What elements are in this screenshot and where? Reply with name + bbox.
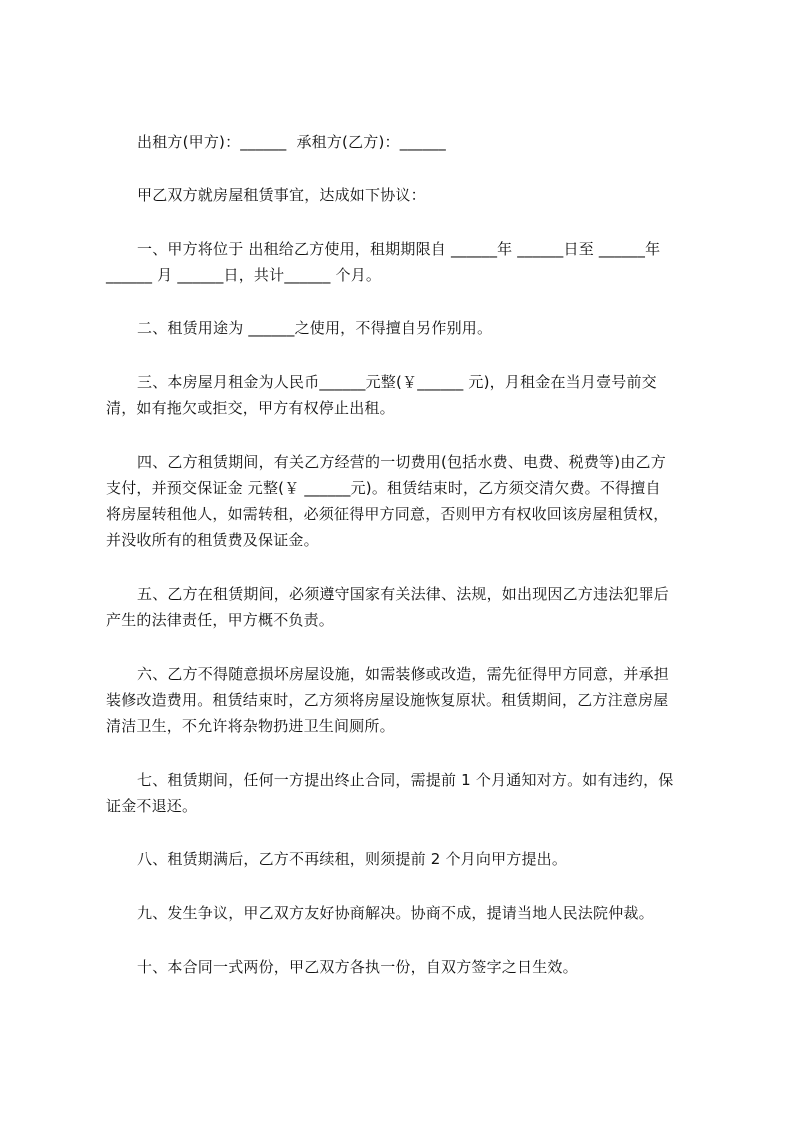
clause-6-line-3: 清洁卫生，不允许将杂物扔进卫生间厕所。 bbox=[106, 717, 395, 735]
clause-1-line-1: 一、甲方将位于 出租给乙方使用，租期期限自 ______年 ______日至 ______年 bbox=[137, 240, 661, 258]
clause-5-line-1: 五、乙方在租赁期间，必须遵守国家有关法律、法规，如出现因乙方违法犯罪后 bbox=[137, 585, 670, 603]
clause-6-line-2: 装修改造费用。租赁结束时，乙方须将房屋设施恢复原状。租赁期间，乙方注意房屋 bbox=[106, 691, 669, 709]
parties-line: 出租方(甲方)：______ 承租方(乙方)：______ bbox=[137, 133, 446, 151]
clause-5-line-2: 产生的法律责任，甲方概不负责。 bbox=[106, 611, 335, 629]
clause-4-line-1: 四、乙方租赁期间，有关乙方经营的一切费用(包括水费、电费、税费等)由乙方 bbox=[137, 453, 666, 471]
clause-2-line-1: 二、租赁用途为 ______之使用，不得擅自另作别用。 bbox=[137, 319, 493, 337]
clause-4-line-3: 将房屋转租他人，如需转租，必须征得甲方同意，否则甲方有权收回该房屋租赁权， bbox=[106, 505, 669, 523]
clause-4-line-2: 支付，并预交保证金 元整(￥ ______元)。租赁结束时，乙方须交清欠费。不得擅自 bbox=[106, 479, 661, 497]
clause-7-line-2: 证金不退还。 bbox=[106, 797, 198, 815]
clause-10-line-1: 十、本合同一式两份，甲乙双方各执一份，自双方签字之日生效。 bbox=[137, 958, 578, 976]
intro-line: 甲乙双方就房屋租赁事宜，达成如下协议： bbox=[137, 186, 426, 204]
clause-4-line-4: 并没收所有的租赁费及保证金。 bbox=[106, 531, 319, 549]
clause-3-line-2: 清，如有拖欠或拒交，甲方有权停止出租。 bbox=[106, 399, 395, 417]
clause-8-line-1: 八、租赁期满后，乙方不再续租，则须提前 2 个月向甲方提出。 bbox=[137, 850, 568, 868]
clause-3-line-1: 三、本房屋月租金为人民币______元整(￥______ 元)，月租金在当月壹号前交 bbox=[137, 373, 657, 391]
clause-1-line-2: ______ 月 ______日，共计______ 个月。 bbox=[106, 266, 382, 284]
clause-7-line-1: 七、租赁期间，任何一方提出终止合同，需提前 1 个月通知对方。如有违约，保 bbox=[137, 771, 674, 789]
clause-6-line-1: 六、乙方不得随意损坏房屋设施，如需装修或改造，需先征得甲方同意，并承担 bbox=[137, 665, 670, 683]
clause-9-line-1: 九、发生争议，甲乙双方友好协商解决。协商不成，提请当地人民法院仲裁。 bbox=[137, 904, 654, 922]
